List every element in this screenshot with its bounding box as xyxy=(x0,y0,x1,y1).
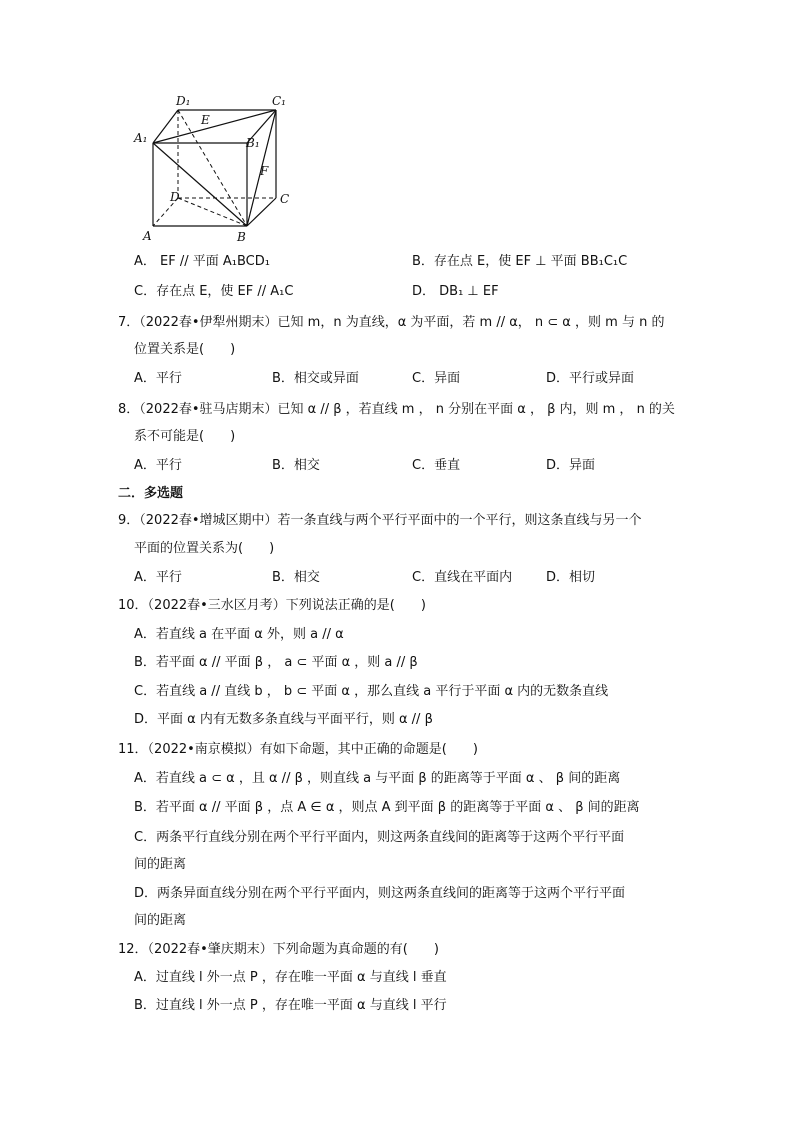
q9-option-b: B．相交 xyxy=(272,570,320,585)
q7-option-b: B．相交或异面 xyxy=(272,371,359,386)
q10-option-b: B．若平面 α // 平面 β ， a ⊂ 平面 α ，则 a // β xyxy=(134,655,418,670)
q11-option-d-line1: D．两条异面直线分别在两个平行平面内，则这两条直线间的距离等于这两个平行平面 xyxy=(134,886,626,901)
q9-option-c: C．直线在平面内 xyxy=(412,570,513,585)
label-A: A xyxy=(143,229,152,243)
q6-option-c: C．存在点 E，使 EF // A₁C xyxy=(134,284,294,299)
label-F: F xyxy=(260,164,269,178)
section-heading: 二．多选题 xyxy=(118,486,184,501)
q8-option-d: D．异面 xyxy=(546,458,596,473)
q12-stem: 12．（2022春•肇庆期末）下列命题为真命题的有( ) xyxy=(118,942,439,957)
q7-stem-line2: 位置关系是( ) xyxy=(134,342,236,357)
q12-option-b: B．过直线 l 外一点 P ，存在唯一平面 α 与直线 l 平行 xyxy=(134,998,447,1013)
label-C1: C₁ xyxy=(272,94,286,108)
label-B: B xyxy=(237,230,246,244)
label-A1: A₁ xyxy=(134,131,148,145)
label-D1: D₁ xyxy=(176,94,191,108)
q11-stem: 11．（2022•南京模拟）有如下命题，其中正确的命题是( ) xyxy=(118,742,478,757)
q11-option-d-line2: 间的距离 xyxy=(134,913,187,928)
q11-option-a: A．若直线 a ⊂ α ，且 α // β ，则直线 a 与平面 β 的距离等于平面 α 、 β 间的距离 xyxy=(134,771,621,786)
q7-stem-line1: 7．（2022春•伊犁州期末）已知 m，n 为直线，α 为平面，若 m // α， n ⊂ α ，则 m 与 n 的 xyxy=(118,315,665,330)
q8-stem-line2: 系不可能是( ) xyxy=(134,429,236,444)
q9-stem-line1: 9．（2022春•增城区期中）若一条直线与两个平行平面中的一个平行，则这条直线与另一个 xyxy=(118,513,642,528)
q8-option-a: A．平行 xyxy=(134,458,182,473)
q10-stem: 10．（2022春•三水区月考）下列说法正确的是( ) xyxy=(118,598,426,613)
label-D: D xyxy=(170,190,180,204)
q7-option-d: D．平行或异面 xyxy=(546,371,635,386)
q8-option-c: C．垂直 xyxy=(412,458,461,473)
q9-stem-line2: 平面的位置关系为( ) xyxy=(134,541,275,556)
q11-option-c-line2: 间的距离 xyxy=(134,857,187,872)
q8-stem-line1: 8．（2022春•驻马店期末）已知 α // β ，若直线 m ， n 分别在平面 α ， β 内，则 m ， n 的关 xyxy=(118,402,675,417)
q6-option-d: D． DB₁ ⊥ EF xyxy=(412,284,499,299)
q11-option-c-line1: C．两条平行直线分别在两个平行平面内，则这两条直线间的距离等于这两个平行平面 xyxy=(134,830,625,845)
q7-option-c: C．异面 xyxy=(412,371,461,386)
q6-option-a: A． EF // 平面 A₁BCD₁ xyxy=(134,254,270,269)
q10-option-a: A．若直线 a 在平面 α 外，则 a // α xyxy=(134,627,344,642)
label-E: E xyxy=(201,113,210,127)
label-C: C xyxy=(280,192,290,206)
q6-option-b: B．存在点 E，使 EF ⊥ 平面 BB₁C₁C xyxy=(412,254,628,269)
q9-option-d: D．相切 xyxy=(546,570,596,585)
label-B1: B₁ xyxy=(246,136,260,150)
q7-option-a: A．平行 xyxy=(134,371,182,386)
q11-option-b: B．若平面 α // 平面 β ，点 A ∈ α ，则点 A 到平面 β 的距离等于平面 α 、 β 间的距离 xyxy=(134,800,640,815)
q9-option-a: A．平行 xyxy=(134,570,182,585)
q8-option-b: B．相交 xyxy=(272,458,320,473)
q10-option-d: D．平面 α 内有无数多条直线与平面平行，则 α // β xyxy=(134,712,433,727)
q10-option-c: C．若直线 a // 直线 b ， b ⊂ 平面 α ，那么直线 a 平行于平面 α 内的无数条直线 xyxy=(134,684,609,699)
q12-option-a: A．过直线 l 外一点 P ，存在唯一平面 α 与直线 l 垂直 xyxy=(134,970,447,985)
